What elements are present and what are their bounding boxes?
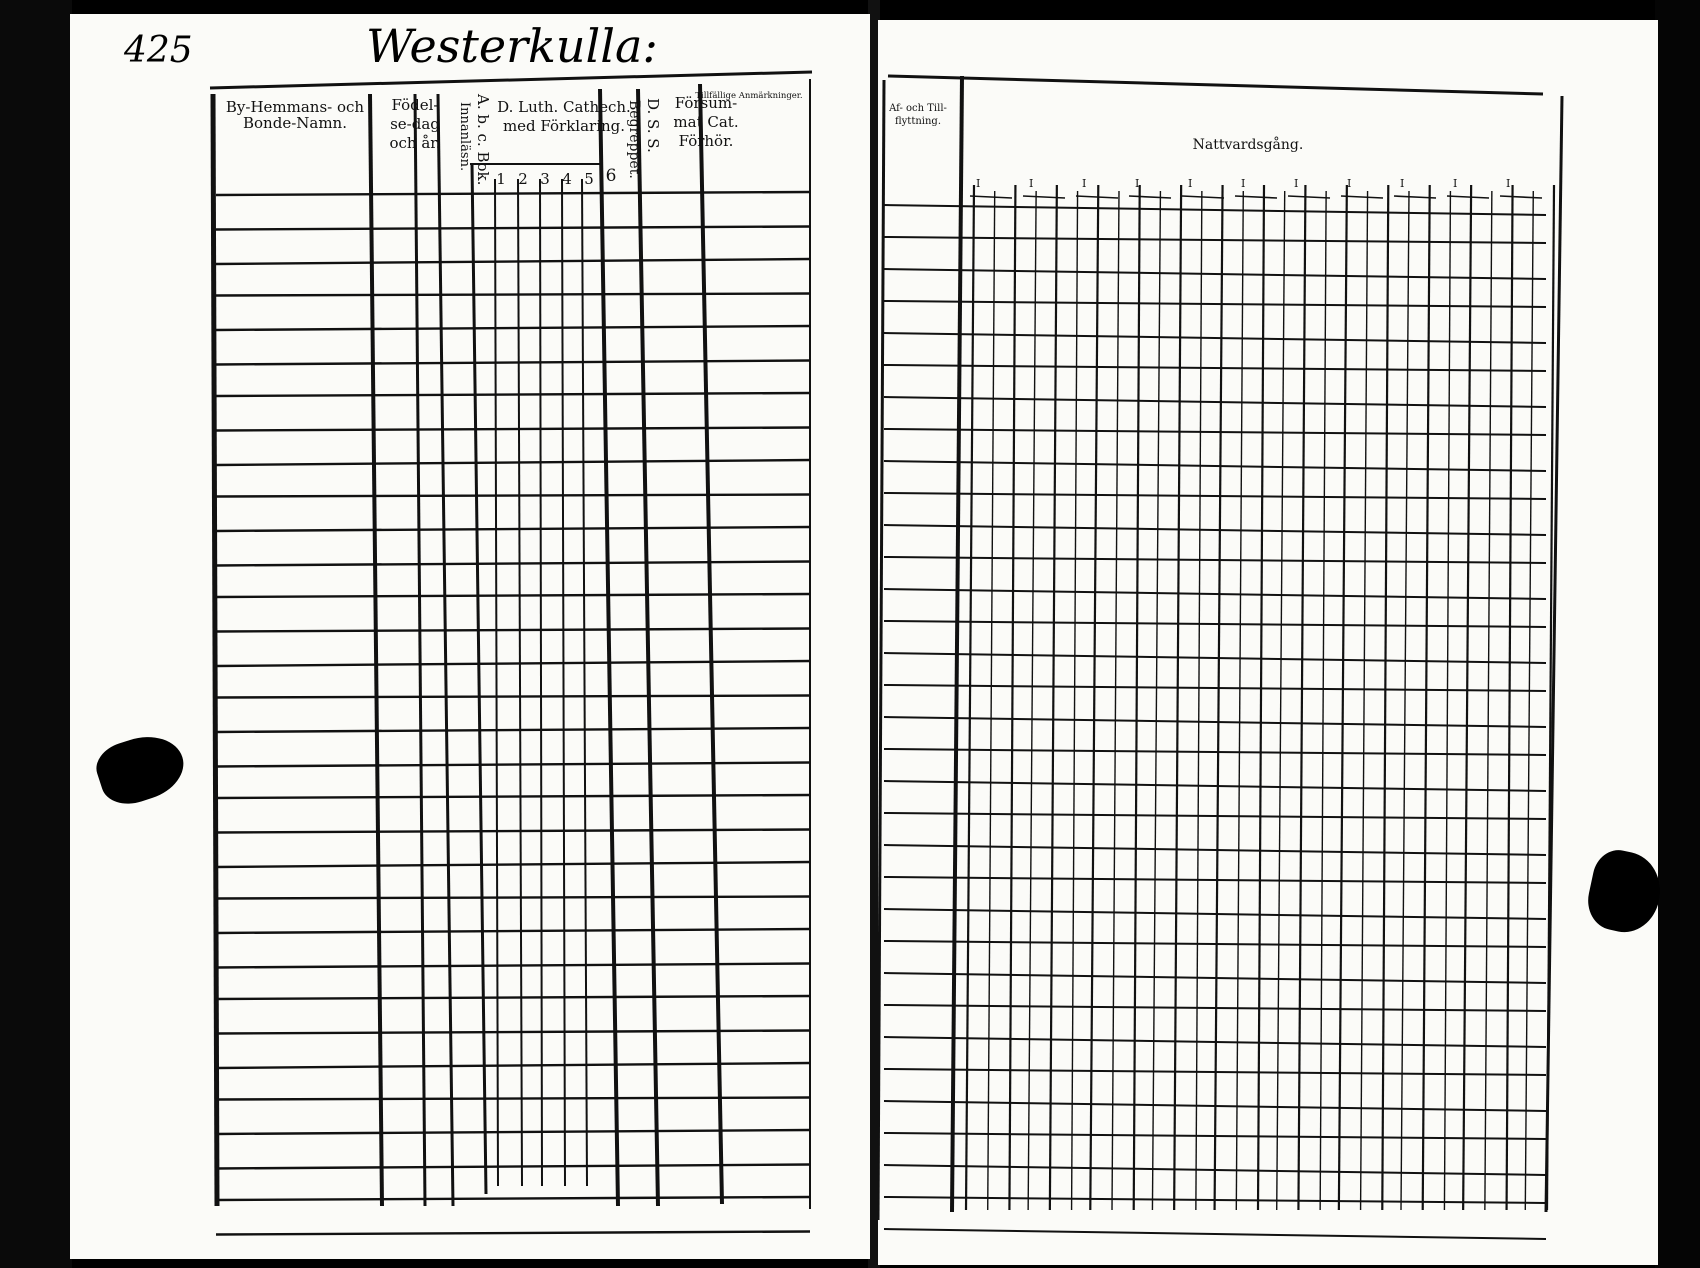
left-row-rule xyxy=(216,728,810,732)
left-row-rule xyxy=(216,594,810,597)
right-row-rule xyxy=(884,1005,1546,1011)
right-grid-column xyxy=(1339,185,1347,1210)
right-row-rule xyxy=(884,365,1546,371)
right-row-rule xyxy=(884,621,1546,627)
right-grid-column xyxy=(1382,185,1388,1210)
left-row-rule xyxy=(216,361,810,365)
left-row-rule xyxy=(216,661,810,666)
header-catechism-2: med Förklaring. xyxy=(502,117,626,135)
header-forsum-3: Förhör. xyxy=(678,132,734,150)
nattvard-mark-rule xyxy=(1447,196,1489,198)
nattvard-mark: I xyxy=(1188,177,1193,190)
left-column-rule xyxy=(438,94,453,1206)
right-grid-column xyxy=(1072,191,1078,1210)
right-grid-column xyxy=(1152,191,1160,1210)
right-row-rule xyxy=(884,333,1546,343)
right-page xyxy=(878,20,1658,1265)
right-grid-column xyxy=(988,191,995,1210)
left-row-rule xyxy=(216,527,810,531)
right-row-rule xyxy=(884,685,1546,691)
header-flyttning-2: flyttning. xyxy=(894,116,941,127)
right-column-rule xyxy=(878,80,884,1220)
header-catechism-1: D. Luth. Cathech. xyxy=(497,98,631,116)
right-row-rule xyxy=(884,301,1546,307)
header-tillfallige: Tillfällige Anmärkninger. xyxy=(695,91,803,101)
left-row-rule xyxy=(216,192,810,195)
left-row-rule xyxy=(216,259,810,264)
left-row-rule xyxy=(216,326,810,330)
header-birth-1: Födel- xyxy=(391,96,439,114)
right-row-rule xyxy=(884,589,1546,599)
left-column-rule xyxy=(700,84,722,1204)
right-binding-edge xyxy=(1655,0,1700,1268)
right-row-rule xyxy=(884,557,1546,563)
right-page-ruling xyxy=(878,20,1658,1265)
header-birth-2: se-dag xyxy=(390,115,440,133)
left-column-rule xyxy=(518,179,522,1186)
nattvard-mark-rule xyxy=(1182,196,1224,198)
left-row-rule xyxy=(216,428,810,431)
left-column-rule xyxy=(562,179,565,1186)
left-binding-edge xyxy=(0,0,72,1268)
right-grid-column xyxy=(1320,191,1326,1210)
right-grid-column xyxy=(1444,191,1450,1210)
header-name: By-Hemmans- och Bonde-Namn. xyxy=(225,98,365,132)
header-forsum-1: Försum- xyxy=(674,94,738,112)
left-column-rule xyxy=(213,94,217,1206)
right-grid-column xyxy=(1174,185,1181,1210)
left-row-rule xyxy=(216,1031,810,1034)
left-column-rule xyxy=(370,94,382,1206)
catechism-number-3: 3 xyxy=(540,170,550,188)
left-column-rule xyxy=(495,179,498,1186)
catechism-number-6: 6 xyxy=(605,166,617,186)
right-row-rule xyxy=(884,205,1546,215)
nattvard-mark: I xyxy=(1135,177,1140,190)
right-grid-column xyxy=(1525,191,1533,1210)
catechism-number-5: 5 xyxy=(584,170,594,188)
right-row-rule xyxy=(884,397,1546,407)
left-row-rule xyxy=(216,862,810,867)
right-row-rule xyxy=(884,269,1546,279)
right-grid-column xyxy=(1050,185,1057,1210)
right-grid-column xyxy=(1485,191,1492,1210)
right-grid-column xyxy=(1463,185,1471,1210)
left-column-rule xyxy=(472,164,486,1194)
left-column-rule xyxy=(540,179,542,1186)
left-row-rule xyxy=(216,629,810,632)
left-row-rule xyxy=(216,897,810,899)
header-innanlasn: Innanläsn. xyxy=(457,102,472,172)
page-number: 425 xyxy=(124,30,193,71)
left-page-ruling xyxy=(70,14,870,1259)
right-grid-column xyxy=(1112,191,1119,1210)
right-row-rule xyxy=(884,429,1546,435)
right-grid-column xyxy=(1134,185,1140,1210)
right-grid-column xyxy=(1401,191,1409,1210)
right-top-rule xyxy=(888,76,1543,94)
nattvard-mark: I xyxy=(1347,177,1352,190)
right-grid-column xyxy=(1236,191,1243,1210)
nattvard-mark: I xyxy=(1506,177,1511,190)
left-row-rule xyxy=(216,996,810,999)
nattvard-mark: I xyxy=(976,177,981,190)
nattvard-mark: I xyxy=(1400,177,1405,190)
nattvard-mark-rule xyxy=(1500,196,1542,198)
left-row-rule xyxy=(216,696,810,698)
left-top-rule xyxy=(210,72,812,88)
right-row-rule xyxy=(884,1229,1546,1239)
left-row-rule xyxy=(216,795,810,798)
header-dss: D. S. S. xyxy=(644,98,662,153)
nattvard-mark: I xyxy=(1082,177,1087,190)
nattvard-mark-rule xyxy=(1235,196,1277,198)
left-column-rule xyxy=(582,179,587,1186)
header-forsum-2: mat Cat. xyxy=(673,113,739,131)
right-row-rule xyxy=(884,237,1546,243)
left-row-rule xyxy=(216,562,810,566)
catechism-number-1: 1 xyxy=(496,170,506,188)
left-column-rule xyxy=(415,94,425,1206)
right-row-rule xyxy=(884,973,1546,983)
left-row-rule xyxy=(216,830,810,833)
left-column-rule xyxy=(638,89,662,1206)
right-row-rule xyxy=(884,493,1546,499)
nattvard-mark: I xyxy=(1241,177,1246,190)
header-flyttning-1: Af- och Till- xyxy=(889,103,947,114)
header-begreppet: Begreppet. xyxy=(626,100,642,179)
right-row-rule xyxy=(884,525,1546,535)
nattvard-mark: I xyxy=(1029,177,1034,190)
left-page xyxy=(70,14,870,1259)
header-birth-3: och år. xyxy=(389,134,441,152)
nattvard-mark-rule xyxy=(1076,196,1118,198)
left-row-rule xyxy=(216,294,810,296)
nattvard-mark-rule xyxy=(970,196,1012,198)
nattvard-mark-rule xyxy=(1129,196,1171,198)
header-nattvard: Nattvardsgång. xyxy=(1192,137,1304,153)
left-column-rule xyxy=(600,89,618,1206)
right-grid-column xyxy=(1196,191,1202,1210)
left-row-rule xyxy=(216,763,810,767)
right-row-rule xyxy=(884,461,1546,471)
right-grid-column xyxy=(966,185,974,1210)
left-row-rule xyxy=(216,929,810,933)
nattvard-mark-rule xyxy=(1288,196,1330,198)
right-grid-column xyxy=(1028,191,1036,1210)
left-row-rule xyxy=(216,227,810,230)
left-row-rule xyxy=(216,393,810,396)
left-row-rule xyxy=(216,460,810,465)
nattvard-mark: I xyxy=(1294,177,1299,190)
right-grid-column xyxy=(1507,185,1513,1210)
left-row-rule xyxy=(216,1232,810,1235)
left-row-rule xyxy=(216,495,810,497)
right-grid-column xyxy=(1423,185,1430,1210)
right-grid-column xyxy=(1009,185,1015,1210)
right-column-rule xyxy=(952,76,962,1212)
catechism-number-2: 2 xyxy=(518,170,528,188)
catechism-number-4: 4 xyxy=(562,170,572,188)
right-grid-column xyxy=(1361,191,1368,1210)
right-row-rule xyxy=(884,653,1546,663)
header-abc: A. b. c. Bok. xyxy=(474,94,492,186)
right-grid-column xyxy=(1090,185,1098,1210)
place-name: Westerkulla: xyxy=(366,19,658,73)
nattvard-mark-rule xyxy=(1023,196,1065,198)
nattvard-mark: I xyxy=(1453,177,1458,190)
left-row-rule xyxy=(216,964,810,968)
right-grid-column xyxy=(1277,191,1285,1210)
